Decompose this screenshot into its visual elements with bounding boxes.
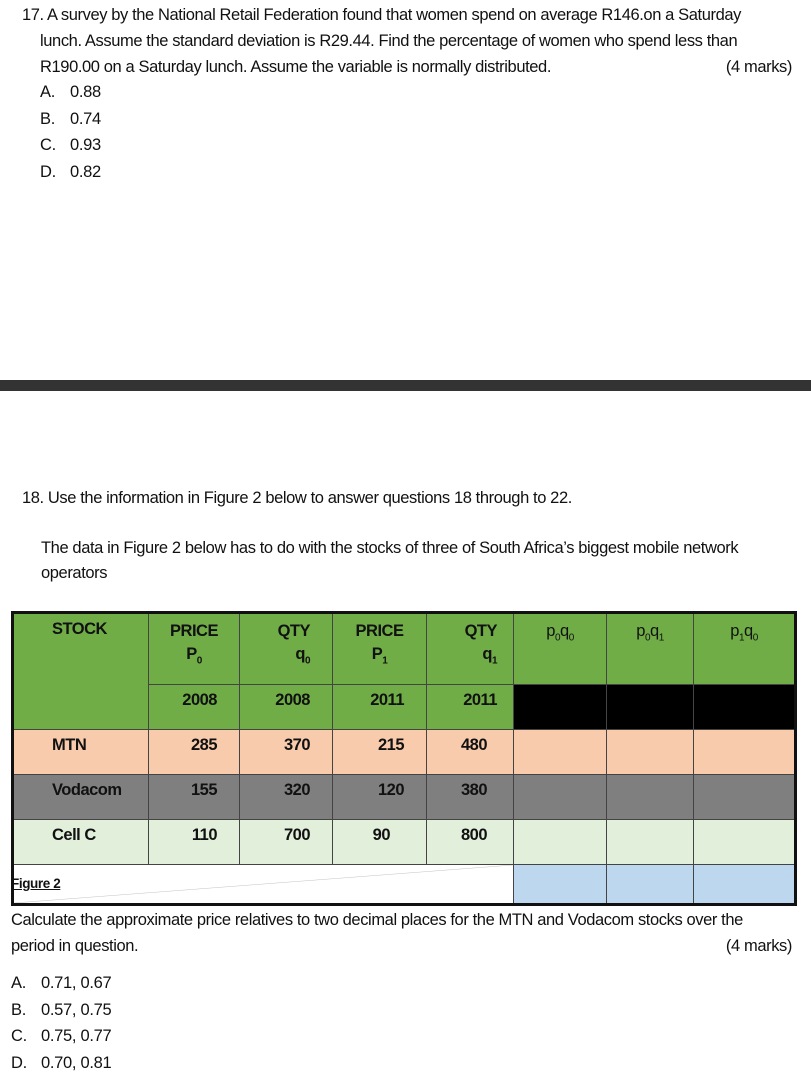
figure-2-table: [11, 611, 797, 906]
option-c[interactable]: [40, 132, 101, 159]
option-letter: B.: [40, 109, 55, 128]
option-b[interactable]: [40, 106, 101, 133]
question-18-text: [11, 907, 792, 959]
header-price-p1: [333, 613, 427, 685]
year-cell: 2011: [333, 685, 427, 730]
option-text: 0.75, 0.77: [41, 1027, 112, 1045]
header-label: PRICE: [355, 622, 404, 640]
header-symbol: q: [560, 622, 569, 640]
option-letter: D.: [40, 162, 56, 181]
header-symbol: P: [186, 645, 197, 663]
value-cell: 155: [149, 775, 240, 820]
diagonal-cell: [13, 865, 514, 905]
q18-marks: (4 marks): [725, 937, 792, 955]
q17-line: 17. A survey by the National Retail Federation found that women spend on average R146.on a Saturday: [22, 6, 741, 24]
header-price-p0: [149, 613, 240, 685]
option-text: 0.74: [70, 109, 101, 128]
value-cell: 480: [427, 730, 514, 775]
blank-cell: [514, 685, 607, 730]
blank-cell: [607, 820, 694, 865]
header-symbol: q: [295, 645, 305, 663]
figure-caption: Figure 2: [11, 876, 61, 891]
q17-line: lunch. Assume the standard deviation is R29.44. Find the percentage of women who spend less than: [40, 32, 738, 50]
table-row-vodacom: [13, 775, 796, 820]
option-text: 0.88: [70, 83, 101, 101]
header-row: [13, 613, 796, 685]
year-cell: 2011: [427, 685, 514, 730]
q18-options: [11, 970, 111, 1076]
header-symbol: q: [650, 622, 659, 640]
option-letter: A.: [11, 974, 26, 992]
page-separator: [0, 380, 811, 391]
context-line: operators: [41, 564, 108, 582]
header-symbol: P: [371, 645, 383, 663]
header-symbol: p: [636, 622, 645, 640]
blank-cell: [607, 730, 694, 775]
header-subscript: 1: [491, 655, 497, 667]
header-symbol: q: [482, 645, 492, 663]
value-cell: 320: [240, 775, 333, 820]
option-a[interactable]: [40, 79, 101, 106]
table-row-cell-c: [13, 820, 796, 865]
context-line: The data in Figure 2 below has to do with the stocks of three of South Africa’s biggest mobile network: [41, 539, 739, 557]
header-qty-q1: [427, 613, 514, 685]
blank-cell: [694, 730, 796, 775]
header-qty-q0: [240, 613, 333, 685]
total-cell: [514, 865, 607, 905]
value-cell: 215: [333, 730, 427, 775]
header-subscript: 1: [382, 655, 388, 667]
option-c[interactable]: [11, 1023, 111, 1050]
header-label: QTY: [464, 622, 497, 640]
q17-marks: (4 marks): [725, 58, 792, 76]
option-d[interactable]: [11, 1050, 111, 1077]
value-cell: 800: [427, 820, 514, 865]
blank-cell: [607, 775, 694, 820]
header-subscript: 0: [196, 655, 202, 667]
question-18-context: [41, 536, 738, 586]
value-cell: 700: [240, 820, 333, 865]
blank-cell: [694, 775, 796, 820]
blank-cell: [607, 685, 694, 730]
header-subscript: 1: [738, 632, 744, 644]
header-stock: STOCK: [13, 613, 149, 730]
value-cell: 90: [333, 820, 427, 865]
option-text: 0.93: [70, 136, 101, 154]
header-symbol: q: [744, 622, 753, 640]
option-text: 0.57, 0.75: [41, 1000, 112, 1019]
stock-name: Cell C: [13, 820, 149, 865]
q18-line: Calculate the approximate price relatives to two decimal places for the MTN and Vodacom stocks over the: [11, 911, 743, 929]
option-letter: B.: [11, 1000, 26, 1019]
header-subscript: 0: [568, 632, 574, 644]
blank-cell: [514, 730, 607, 775]
q18-line-2: [11, 933, 792, 959]
total-cell: [607, 865, 694, 905]
header-subscript: 0: [304, 655, 310, 667]
value-cell: 120: [333, 775, 427, 820]
table-row-mtn: [13, 730, 796, 775]
totals-row: [13, 865, 796, 905]
q18-line: period in question.: [11, 937, 139, 955]
header-subscript: 0: [752, 632, 758, 644]
option-text: 0.71, 0.67: [41, 974, 112, 992]
question-18-intro: 18. Use the information in Figure 2 below to answer questions 18 through to 22.: [22, 489, 572, 507]
option-text: 0.70, 0.81: [41, 1053, 112, 1072]
header-label: PRICE: [170, 622, 218, 640]
stock-name: MTN: [13, 730, 149, 775]
option-letter: A.: [40, 83, 55, 101]
blank-cell: [514, 775, 607, 820]
option-letter: C.: [40, 136, 56, 154]
blank-cell: [694, 685, 796, 730]
value-cell: 380: [427, 775, 514, 820]
total-cell: [694, 865, 796, 905]
q17-line-3: [22, 54, 792, 80]
header-p0q0: [514, 613, 607, 685]
header-symbol: p: [730, 622, 739, 640]
header-subscript: 0: [554, 632, 560, 644]
value-cell: 370: [240, 730, 333, 775]
stock-name: Vodacom: [13, 775, 149, 820]
value-cell: 110: [149, 820, 240, 865]
option-d[interactable]: [40, 159, 101, 186]
q17-line: R190.00 on a Saturday lunch. Assume the variable is normally distributed.: [40, 58, 552, 76]
question-17-text: [22, 2, 792, 80]
option-letter: C.: [11, 1027, 27, 1045]
value-cell: 285: [149, 730, 240, 775]
option-b[interactable]: [11, 997, 111, 1024]
blank-cell: [514, 820, 607, 865]
blank-cell: [694, 820, 796, 865]
header-p0q1: [607, 613, 694, 685]
option-letter: D.: [11, 1053, 27, 1072]
year-cell: 2008: [149, 685, 240, 730]
header-label: QTY: [277, 622, 310, 640]
header-subscript: 0: [644, 632, 650, 644]
option-text: 0.82: [70, 162, 101, 181]
header-subscript: 1: [658, 632, 664, 644]
diagonal-line: [14, 865, 513, 903]
header-symbol: p: [546, 622, 555, 640]
header-p1q0: [694, 613, 796, 685]
year-cell: 2008: [240, 685, 333, 730]
option-a[interactable]: [11, 970, 111, 997]
q17-options: [40, 79, 101, 185]
